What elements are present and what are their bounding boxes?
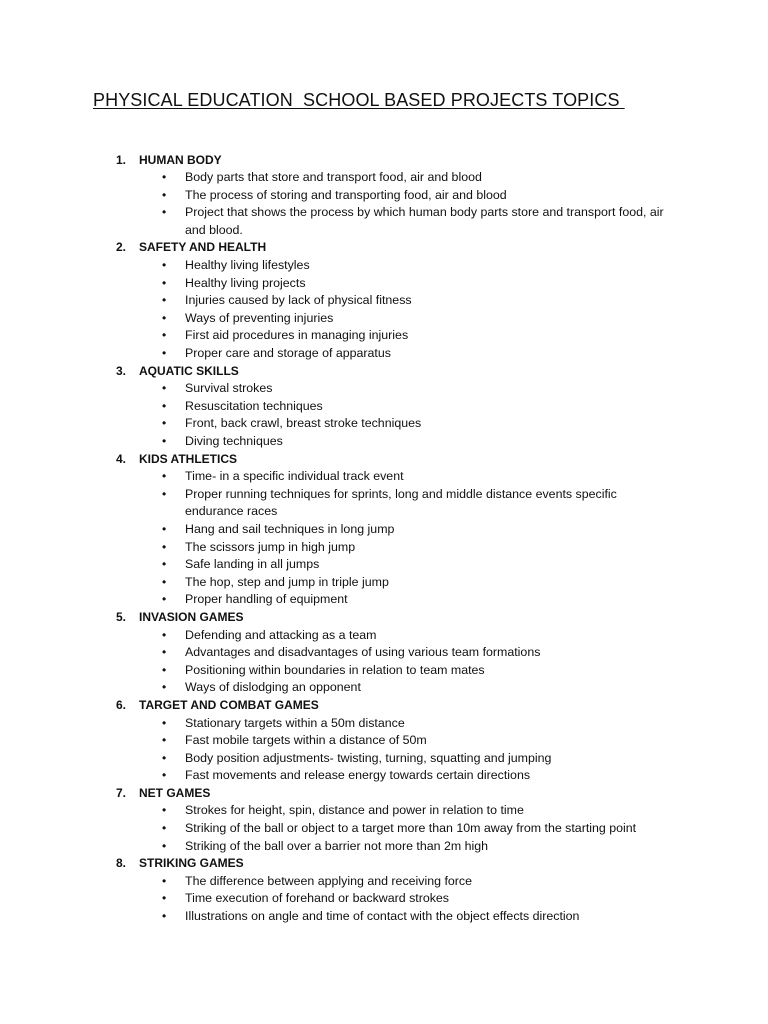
topic-number: 2. <box>116 240 127 255</box>
list-item <box>0 591 677 609</box>
bullet-icon: • <box>162 170 167 185</box>
bullet-icon: • <box>162 381 167 396</box>
point-text: Front, back crawl, breast stroke techniques <box>185 416 422 431</box>
point-text: Illustrations on angle and time of contact with the object effects direction <box>185 909 580 924</box>
list-item <box>0 187 677 205</box>
bullet-icon: • <box>162 645 167 660</box>
list-item <box>0 715 677 733</box>
point-text: Fast mobile targets within a distance of 50m <box>185 733 427 748</box>
point-text: Ways of preventing injuries <box>185 310 334 325</box>
list-item <box>0 890 677 908</box>
point-text: Resuscitation techniques <box>185 398 323 413</box>
topic-item <box>0 363 768 451</box>
bullet-icon: • <box>162 416 167 431</box>
page-title: PHYSICAL EDUCATION SCHOOL BASED PROJECTS TOPICS <box>93 90 625 110</box>
point-text: Safe landing in all jumps <box>185 557 320 572</box>
point-text: The process of storing and transporting food, air and blood <box>185 187 507 202</box>
bullet-icon: • <box>162 592 167 607</box>
topic-points-list <box>0 257 768 363</box>
topic-label: NET GAMES <box>139 785 211 800</box>
topic-label: SAFETY AND HEALTH <box>139 240 267 255</box>
topic-heading <box>0 152 768 170</box>
topic-points-list <box>0 715 768 785</box>
list-item <box>0 468 677 486</box>
bullet-icon: • <box>162 557 167 572</box>
topic-heading <box>0 363 768 381</box>
bullet-icon: • <box>162 680 167 695</box>
bullet-icon: • <box>162 627 167 642</box>
topic-heading <box>0 855 768 873</box>
topic-points-list <box>0 873 768 926</box>
bullet-icon: • <box>162 750 167 765</box>
list-item <box>0 679 677 697</box>
list-item <box>0 802 677 820</box>
topic-points-list <box>0 802 768 855</box>
list-item <box>0 310 677 328</box>
point-text: The difference between applying and receiving force <box>185 873 473 888</box>
bullet-icon: • <box>162 434 167 448</box>
topic-heading <box>0 609 768 627</box>
point-text: Healthy living projects <box>185 275 306 290</box>
bullet-icon: • <box>162 258 167 273</box>
point-text: Survival strokes <box>185 381 273 396</box>
bullet-icon: • <box>162 328 167 343</box>
topic-item <box>0 697 768 785</box>
topic-label: TARGET AND COMBAT GAMES <box>139 697 319 712</box>
topic-number: 8. <box>116 856 127 871</box>
topic-number: 7. <box>116 785 127 800</box>
list-item <box>0 275 677 293</box>
topic-item <box>0 609 768 697</box>
topic-heading <box>0 785 768 803</box>
list-item <box>0 345 677 363</box>
bullet-icon: • <box>162 486 167 501</box>
bullet-icon: • <box>162 803 167 818</box>
bullet-icon: • <box>162 909 167 924</box>
bullet-icon: • <box>162 187 167 202</box>
point-text: Advantages and disadvantages of using various team formations <box>185 645 541 660</box>
list-item <box>0 767 677 785</box>
point-text: Striking of the ball over a barrier not more than 2m high <box>185 838 489 853</box>
topic-item <box>0 855 768 925</box>
point-text: Time execution of forehand or backward strokes <box>185 891 450 906</box>
topic-number: 3. <box>116 363 127 378</box>
topic-number: 1. <box>116 152 127 167</box>
point-text: Body parts that store and transport food, air and blood <box>185 170 482 185</box>
list-item <box>0 556 677 574</box>
point-text: Ways of dislodging an opponent <box>185 680 361 695</box>
bullet-icon: • <box>162 539 167 554</box>
list-item <box>0 398 677 416</box>
bullet-icon: • <box>162 521 167 536</box>
bullet-icon: • <box>162 205 167 220</box>
bullet-icon: • <box>162 398 167 413</box>
topic-number: 5. <box>116 609 127 624</box>
bullet-icon: • <box>162 293 167 308</box>
point-text: Time- in a specific individual track event <box>185 469 404 484</box>
topic-item <box>0 239 768 362</box>
topic-label: AQUATIC SKILLS <box>139 363 239 378</box>
bullet-icon: • <box>162 310 167 325</box>
bullet-icon: • <box>162 715 167 730</box>
topic-item <box>0 785 768 855</box>
point-text: Proper handling of equipment <box>185 592 348 607</box>
list-item <box>0 838 677 856</box>
list-item <box>0 873 677 891</box>
topic-heading <box>0 239 768 257</box>
bullet-icon: • <box>162 768 167 783</box>
list-item <box>0 486 677 521</box>
list-item <box>0 574 677 592</box>
topic-label: STRIKING GAMES <box>139 856 244 871</box>
topic-points-list <box>0 169 768 239</box>
list-item <box>0 908 677 926</box>
bullet-icon: • <box>162 275 167 290</box>
bullet-icon: • <box>162 574 167 589</box>
list-item <box>0 627 677 645</box>
topic-label: HUMAN BODY <box>139 152 222 167</box>
list-item <box>0 521 677 539</box>
list-item <box>0 539 677 557</box>
topic-points-list <box>0 627 768 697</box>
list-item <box>0 292 677 310</box>
list-item <box>0 433 677 451</box>
topic-number: 6. <box>116 697 127 712</box>
point-text: Positioning within boundaries in relation to team mates <box>185 662 485 677</box>
point-text: Striking of the ball or object to a target more than 10m away from the starting point <box>185 821 637 836</box>
point-text: Proper running techniques for sprints, long and middle distance events specific endurance races <box>185 486 617 519</box>
list-item <box>0 257 677 275</box>
list-item <box>0 644 677 662</box>
topic-label: KIDS ATHLETICS <box>139 451 237 466</box>
point-text: The scissors jump in high jump <box>185 539 356 554</box>
bullet-icon: • <box>162 891 167 906</box>
point-text: Defending and attacking as a team <box>185 627 377 642</box>
list-item <box>0 820 677 838</box>
topic-item <box>0 451 768 609</box>
bullet-icon: • <box>162 346 167 361</box>
point-text: Hang and sail techniques in long jump <box>185 521 395 536</box>
point-text: Strokes for height, spin, distance and power in relation to time <box>185 803 524 818</box>
point-text: Proper care and storage of apparatus <box>185 346 391 361</box>
point-text: Stationary targets within a 50m distance <box>185 715 405 730</box>
list-item <box>0 750 677 768</box>
point-text: Diving techniques <box>185 434 283 448</box>
point-text: Body position adjustments- twisting, turning, squatting and jumping <box>185 750 552 765</box>
topic-heading <box>0 697 768 715</box>
bullet-icon: • <box>162 838 167 853</box>
list-item <box>0 327 677 345</box>
list-item <box>0 415 677 433</box>
topic-number: 4. <box>116 451 127 466</box>
topic-label: INVASION GAMES <box>139 609 244 624</box>
point-text: Healthy living lifestyles <box>185 258 310 273</box>
point-text: First aid procedures in managing injuries <box>185 328 409 343</box>
list-item <box>0 169 677 187</box>
bullet-icon: • <box>162 469 167 484</box>
list-item <box>0 380 677 398</box>
topic-heading <box>0 451 768 469</box>
bullet-icon: • <box>162 821 167 836</box>
bullet-icon: • <box>162 733 167 748</box>
point-text: Project that shows the process by which human body parts store and transport food, air and blood. <box>185 205 664 237</box>
topic-item <box>0 152 768 240</box>
topics-list <box>0 152 768 926</box>
bullet-icon: • <box>162 662 167 677</box>
point-text: Fast movements and release energy towards certain directions <box>185 768 531 783</box>
point-text: Injuries caused by lack of physical fitness <box>185 293 412 308</box>
point-text: The hop, step and jump in triple jump <box>185 574 389 589</box>
topic-points-list <box>0 468 768 609</box>
topic-points-list <box>0 380 768 450</box>
list-item <box>0 662 677 680</box>
list-item <box>0 204 677 239</box>
list-item <box>0 732 677 750</box>
bullet-icon: • <box>162 873 167 888</box>
